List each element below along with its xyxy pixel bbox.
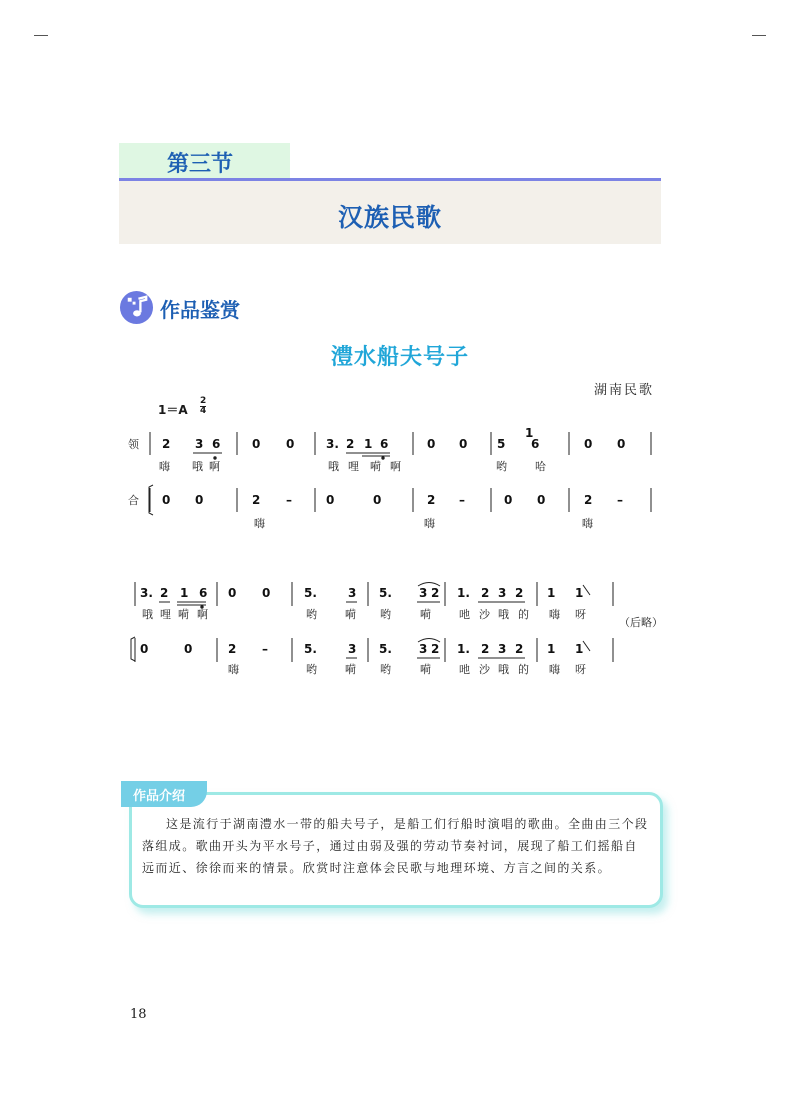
intro-tab-label: 作品介绍 xyxy=(133,789,186,804)
time-bottom: 4 xyxy=(200,406,207,416)
grace-note: 1 xyxy=(525,426,534,440)
lyric-syllable: 沙 xyxy=(479,663,490,676)
note: 2 xyxy=(515,586,524,600)
note: 2 xyxy=(431,642,440,656)
page-title: 汉族民歌 xyxy=(337,203,442,232)
note: 3 xyxy=(419,586,428,600)
page-number: 18 xyxy=(130,1007,147,1022)
note: 2 xyxy=(431,586,440,600)
appreciation-heading: 作品鉴赏 xyxy=(160,298,240,322)
note: 0 xyxy=(140,642,149,656)
omitted-note: （后略） xyxy=(619,616,663,629)
note: – xyxy=(617,493,623,507)
lyric-syllable: 嗬 xyxy=(370,460,381,473)
song-origin: 湖南民歌 xyxy=(594,383,655,398)
note: 3 xyxy=(348,586,357,600)
note: 5. xyxy=(379,586,392,600)
note: 5. xyxy=(379,642,392,656)
lyric-syllable: 吔 xyxy=(459,608,470,621)
note: 2 xyxy=(427,493,436,507)
note: 0 xyxy=(373,493,382,507)
lyric-syllable: 哈 xyxy=(535,460,546,473)
lyric-syllable: 哦 xyxy=(328,460,339,473)
note: 1 xyxy=(575,586,584,600)
lyric-syllable: 嗬 xyxy=(345,663,356,676)
note: 0 xyxy=(195,493,204,507)
lyric-syllable: 吔 xyxy=(459,663,470,676)
lyric-syllable: 哟 xyxy=(380,663,391,676)
note: 1 xyxy=(575,642,584,656)
brace xyxy=(131,637,135,661)
note: 1 xyxy=(547,642,556,656)
note: 5. xyxy=(304,586,317,600)
lyric-syllable: 哦 xyxy=(498,608,509,621)
octave-dot xyxy=(214,457,216,459)
lyric-syllable: 嗨 xyxy=(549,608,560,621)
note: 0 xyxy=(427,437,436,451)
lyric-syllable: 哦 xyxy=(142,608,153,621)
note: 2 xyxy=(228,642,237,656)
part-label-chorus: 合 xyxy=(128,494,139,507)
note: 0 xyxy=(252,437,261,451)
lyric-syllable: 的 xyxy=(518,608,529,621)
note: 2 xyxy=(481,586,490,600)
note: 0 xyxy=(228,586,237,600)
note: 2 xyxy=(162,437,171,451)
lyric-syllable: 哩 xyxy=(348,460,359,473)
lyric-syllable: 沙 xyxy=(479,608,490,621)
note: 6 xyxy=(380,437,389,451)
lyric-syllable: 嗨 xyxy=(254,517,265,530)
note: 2 xyxy=(481,642,490,656)
note: 3 xyxy=(498,586,507,600)
lyric-syllable: 嗨 xyxy=(582,517,593,530)
lyric-syllable: 呀 xyxy=(575,663,586,676)
note: 5 xyxy=(497,437,506,451)
note: 0 xyxy=(584,437,593,451)
note: 1 xyxy=(180,586,189,600)
intro-box xyxy=(129,792,663,908)
note: 3 xyxy=(498,642,507,656)
note: 0 xyxy=(537,493,546,507)
intro-tab xyxy=(121,781,207,807)
note: 1 xyxy=(547,586,556,600)
note: 1 xyxy=(364,437,373,451)
note: 2 xyxy=(515,642,524,656)
lyric-syllable: 啊 xyxy=(197,608,208,621)
key-signature: 1＝A xyxy=(158,403,188,417)
note: 1. xyxy=(457,642,470,656)
lyric-syllable: 嗨 xyxy=(424,517,435,530)
note: 0 xyxy=(262,586,271,600)
note: 0 xyxy=(286,437,295,451)
note: 0 xyxy=(326,493,335,507)
lyric-syllable: 嗨 xyxy=(549,663,560,676)
note: 1. xyxy=(457,586,470,600)
lyric-syllable: 哟 xyxy=(496,460,507,473)
note: 0 xyxy=(184,642,193,656)
note: 0 xyxy=(617,437,626,451)
note: 3. xyxy=(326,437,339,451)
note: 3 xyxy=(348,642,357,656)
lyric-syllable: 嗬 xyxy=(178,608,189,621)
note: 3. xyxy=(140,586,153,600)
lyric-syllable: 呀 xyxy=(575,608,586,621)
note: 6 xyxy=(212,437,221,451)
lyric-syllable: 嗨 xyxy=(159,460,170,473)
song-title: 澧水船夫号子 xyxy=(330,345,469,370)
lyric-syllable: 啊 xyxy=(209,460,220,473)
note: 6 xyxy=(199,586,208,600)
lyric-syllable: 哟 xyxy=(380,608,391,621)
note: – xyxy=(459,493,465,507)
note: 2 xyxy=(252,493,261,507)
lyric-syllable: 哦 xyxy=(192,460,203,473)
fall-mark xyxy=(583,641,590,651)
lyric-syllable: 哟 xyxy=(306,608,317,621)
note: 0 xyxy=(459,437,468,451)
note: 0 xyxy=(504,493,513,507)
note: 2 xyxy=(584,493,593,507)
note: – xyxy=(286,493,292,507)
note: 3 xyxy=(195,437,204,451)
lyric-syllable: 嗬 xyxy=(420,608,431,621)
lyric-syllable: 哩 xyxy=(160,608,171,621)
part-label-lead: 领 xyxy=(128,438,139,451)
lyric-syllable: 的 xyxy=(518,663,529,676)
note: 6 xyxy=(531,437,540,451)
note: 3 xyxy=(419,642,428,656)
lyric-syllable: 哦 xyxy=(498,663,509,676)
lyric-syllable: 嗨 xyxy=(228,663,239,676)
fall-mark xyxy=(583,585,590,595)
note: 2 xyxy=(346,437,355,451)
lyric-syllable: 哟 xyxy=(306,663,317,676)
lyric-syllable: 嗬 xyxy=(345,608,356,621)
section-label: 第三节 xyxy=(167,152,234,177)
lyric-syllable: 啊 xyxy=(390,460,401,473)
lyric-syllable: 嗬 xyxy=(420,663,431,676)
note: – xyxy=(262,642,268,656)
note: 5. xyxy=(304,642,317,656)
note: 0 xyxy=(162,493,171,507)
octave-dot xyxy=(382,457,384,459)
intro-text: 这是流行于湖南澧水一带的船夫号子，是船工们行船时演唱的歌曲。全曲由三个段落组成。歌曲开头为平水号子，通过由弱及强的劳动节奏衬词，展现了船工们摇船自远而近、徐徐而来的情景。欣赏时注意体会民歌与地理环境、方言之间的关系。 xyxy=(142,817,649,875)
note: 2 xyxy=(160,586,169,600)
time-top: 2 xyxy=(200,396,207,406)
